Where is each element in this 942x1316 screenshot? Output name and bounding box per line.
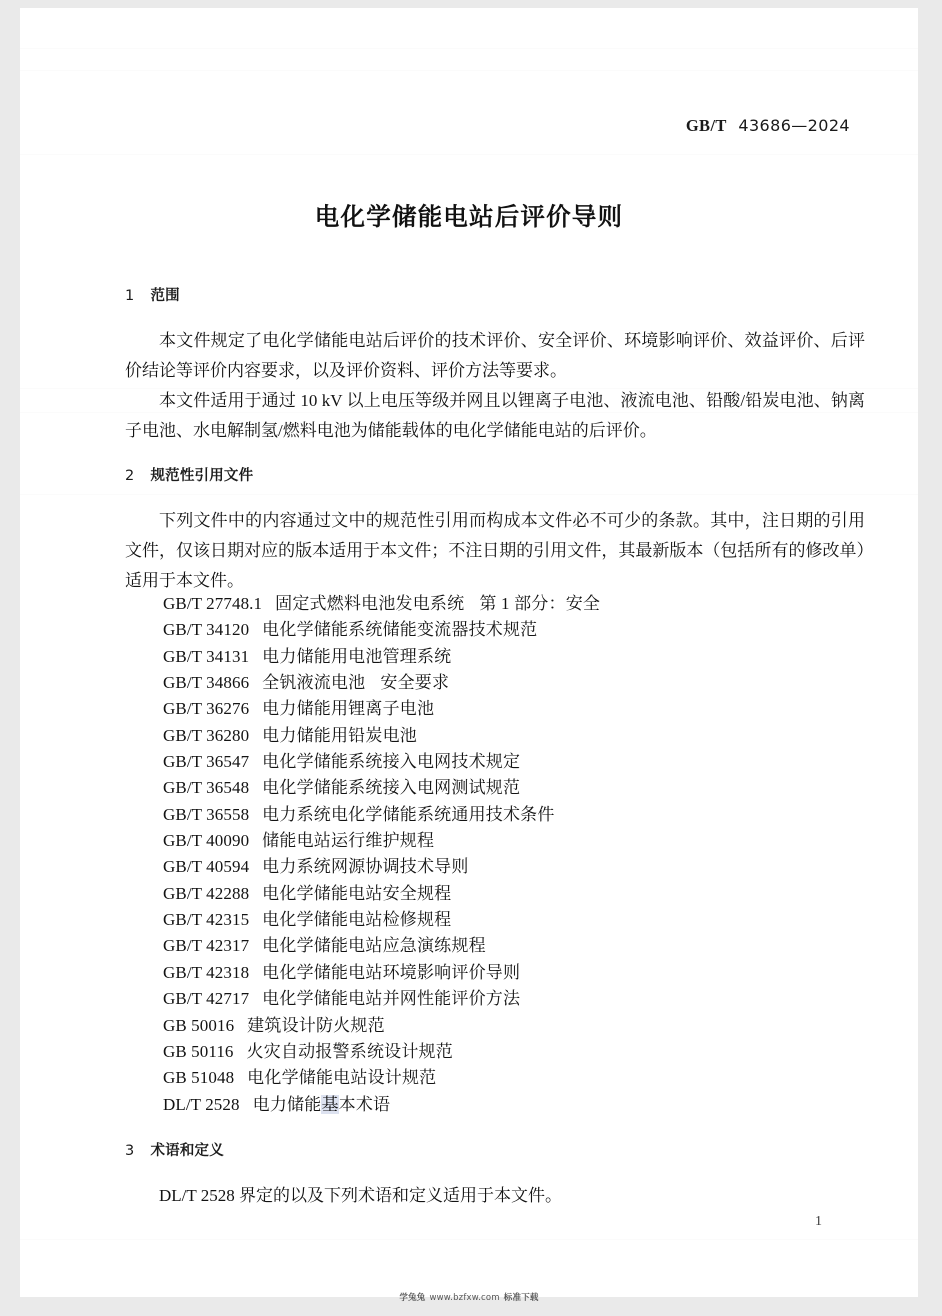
normative-references-list bbox=[163, 591, 863, 1118]
section-2-heading bbox=[125, 464, 865, 485]
reference-item bbox=[163, 986, 863, 1012]
section-1-heading bbox=[125, 284, 865, 305]
reference-item bbox=[163, 670, 863, 696]
reference-item bbox=[163, 960, 863, 986]
reference-code: DL/T 2528 bbox=[163, 1094, 240, 1114]
paragraph-text: 下列文件中的内容通过文中的规范性引用而构成本文件必不可少的条款。其中，注日期的引用文件，仅该日期对应的版本适用于本文件；不注日期的引用文件，其最新版本（包括所有的修改单）适用于本文件。 bbox=[125, 511, 865, 590]
reference-title: 电化学储能电站设计规范 bbox=[247, 1068, 437, 1088]
reference-code: GB/T 42317 bbox=[163, 936, 250, 956]
reference-subtitle: 第 1 部分：安全 bbox=[479, 594, 601, 613]
reference-title: 电化学储能电站环境影响评价导则 bbox=[262, 962, 521, 982]
reference-code: GB/T 36558 bbox=[163, 804, 250, 824]
reference-item bbox=[163, 1092, 863, 1118]
watermark-url: www.bzfxw.com bbox=[429, 1293, 500, 1303]
paragraph-text: DL/T 2528 界定的以及下列术语和定义适用于本文件。 bbox=[159, 1186, 562, 1205]
reference-title: 固定式燃料电池发电系统 bbox=[275, 594, 465, 613]
reference-code: GB/T 34120 bbox=[163, 620, 250, 640]
reference-item bbox=[163, 591, 863, 617]
reference-item bbox=[163, 644, 863, 670]
section-3-heading bbox=[125, 1139, 865, 1160]
reference-title: 全钒液流电池 bbox=[262, 673, 366, 693]
reference-title: 电化学储能系统接入电网技术规定 bbox=[262, 752, 521, 772]
reference-title: 电化学储能电站安全规程 bbox=[262, 883, 452, 903]
reference-item bbox=[163, 802, 863, 828]
reference-title: 电化学储能系统接入电网测试规范 bbox=[262, 778, 521, 798]
page-title: 电化学储能电站后评价导则 bbox=[314, 202, 624, 231]
section-3-title: 术语和定义 bbox=[150, 1143, 224, 1159]
section-3-number: 3 bbox=[125, 1143, 135, 1159]
document-page bbox=[20, 8, 918, 1303]
reference-code: GB/T 40594 bbox=[163, 857, 250, 877]
watermark-suffix: 标准下载 bbox=[503, 1293, 539, 1303]
scan-artifact-line bbox=[20, 70, 918, 71]
text-highlight: 基 bbox=[321, 1094, 339, 1114]
reference-code: GB/T 36547 bbox=[163, 752, 250, 772]
reference-code: GB 51048 bbox=[163, 1068, 235, 1088]
reference-title: 火灾自动报警系统设计规范 bbox=[246, 1041, 453, 1061]
reference-title: 电力储能基本术语 bbox=[252, 1094, 391, 1114]
reference-item bbox=[163, 854, 863, 880]
section-1-number: 1 bbox=[125, 288, 135, 304]
reference-title: 电化学储能电站应急演练规程 bbox=[262, 936, 486, 956]
reference-code: GB/T 42318 bbox=[163, 962, 250, 982]
reference-code: GB/T 42288 bbox=[163, 883, 250, 903]
reference-item bbox=[163, 775, 863, 801]
paragraph-text: 本文件规定了电化学储能电站后评价的技术评价、安全评价、环境影响评价、效益评价、后评价结论等评价内容要求，以及评价资料、评价方法等要求。 bbox=[125, 331, 865, 380]
reference-title: 电化学储能系统储能变流器技术规范 bbox=[262, 620, 538, 640]
paragraph-text: 本文件适用于通过 10 kV 以上电压等级并网且以锂离子电池、液流电池、铅酸/铅炭电池、钠离子电池、水电解制氢/燃料电池为储能载体的电化学储能电站的后评价。 bbox=[125, 391, 865, 440]
reference-item bbox=[163, 1013, 863, 1039]
running-header bbox=[686, 116, 850, 136]
reference-code: GB/T 42315 bbox=[163, 910, 250, 930]
reference-item bbox=[163, 1039, 863, 1065]
reference-code: GB/T 36276 bbox=[163, 699, 250, 719]
reference-code: GB/T 27748.1 bbox=[163, 594, 263, 613]
reference-code: GB/T 40090 bbox=[163, 831, 250, 851]
watermark bbox=[20, 1291, 918, 1303]
section-1-paragraph-1 bbox=[125, 326, 865, 386]
reference-title: 电化学储能电站检修规程 bbox=[262, 910, 452, 930]
scan-artifact-line bbox=[20, 154, 918, 155]
reference-title: 电力储能用锂离子电池 bbox=[262, 699, 435, 719]
section-3-paragraph-1 bbox=[125, 1181, 865, 1211]
reference-code: GB/T 42717 bbox=[163, 989, 250, 1009]
reference-item bbox=[163, 933, 863, 959]
reference-item bbox=[163, 881, 863, 907]
section-2-paragraph-1 bbox=[125, 506, 865, 596]
standard-prefix: GB/T bbox=[685, 116, 727, 135]
scan-artifact-line bbox=[20, 48, 918, 49]
reference-item bbox=[163, 696, 863, 722]
reference-item bbox=[163, 828, 863, 854]
reference-title: 电力系统电化学储能系统通用技术条件 bbox=[262, 804, 555, 824]
page-number: 1 bbox=[815, 1214, 822, 1229]
reference-item bbox=[163, 1065, 863, 1091]
section-2-number: 2 bbox=[125, 468, 135, 484]
reference-item bbox=[163, 749, 863, 775]
watermark-site-name: 学兔兔 bbox=[399, 1293, 426, 1303]
reference-subtitle: 安全要求 bbox=[380, 673, 450, 693]
reference-item bbox=[163, 723, 863, 749]
reference-code: GB/T 36280 bbox=[163, 725, 250, 745]
section-2-title: 规范性引用文件 bbox=[150, 468, 254, 484]
reference-title: 电力储能用铅炭电池 bbox=[262, 725, 417, 745]
reference-title: 建筑设计防火规范 bbox=[247, 1015, 385, 1035]
reference-title: 电化学储能电站并网性能评价方法 bbox=[262, 989, 521, 1009]
reference-title: 电力储能用电池管理系统 bbox=[262, 646, 452, 666]
reference-code: GB 50116 bbox=[163, 1041, 234, 1061]
section-1-paragraph-2 bbox=[125, 386, 865, 446]
section-1-title: 范围 bbox=[150, 288, 180, 304]
reference-title: 储能电站运行维护规程 bbox=[262, 831, 435, 851]
reference-item bbox=[163, 907, 863, 933]
standard-number: 43686—2024 bbox=[738, 116, 850, 135]
reference-code: GB/T 34866 bbox=[163, 673, 250, 693]
reference-title: 电力系统网源协调技术导则 bbox=[262, 857, 469, 877]
scan-artifact-line bbox=[20, 494, 918, 495]
reference-code: GB 50016 bbox=[163, 1015, 235, 1035]
scan-artifact-line bbox=[20, 1239, 918, 1240]
reference-code: GB/T 34131 bbox=[163, 646, 250, 666]
reference-code: GB/T 36548 bbox=[163, 778, 250, 798]
reference-item bbox=[163, 617, 863, 643]
